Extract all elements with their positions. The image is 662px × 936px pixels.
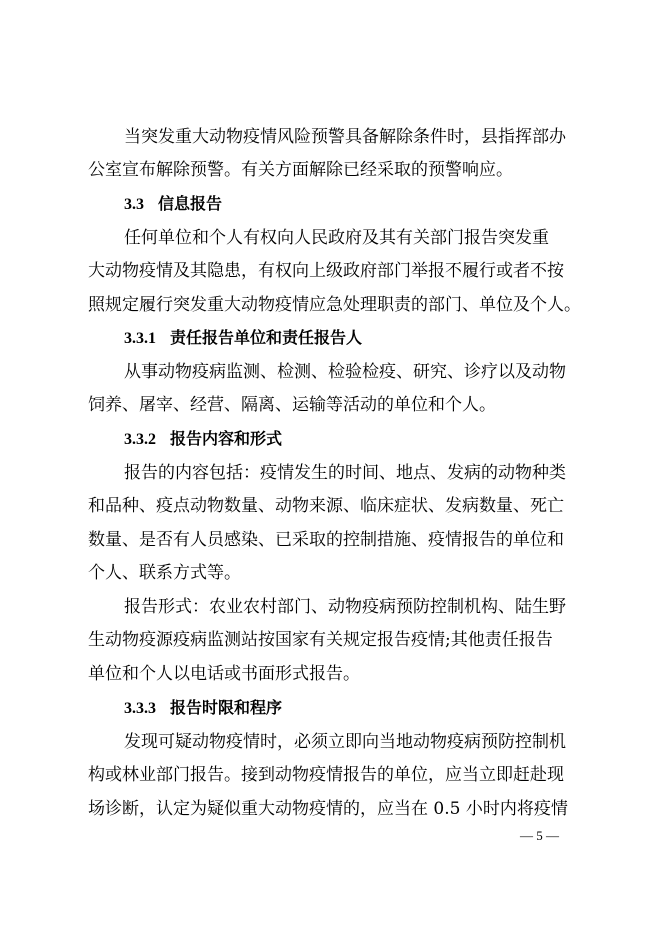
paragraph-line: 场诊断，认定为疑似重大动物疫情的，应当在 0.5 小时内将疫情 xyxy=(88,799,568,819)
paragraph-line: 任何单位和个人有权向人民政府及其有关部门报告突发重 xyxy=(124,228,549,248)
section-heading-3-3-2 xyxy=(124,428,624,451)
section-title: 责任报告单位和责任报告人 xyxy=(170,328,363,347)
paragraph-line: 单位和个人以电话或书面形式报告。 xyxy=(88,664,360,684)
paragraph-line: 个人、联系方式等。 xyxy=(88,563,241,583)
paragraph-line: 报告形式：农业农村部门、动物疫病预防控制机构、陆生野 xyxy=(124,597,566,617)
section-heading-3-3 xyxy=(124,193,624,216)
paragraph-line: 生动物疫源疫病监测站按国家有关规定报告疫情;其他责任报告 xyxy=(88,630,553,650)
paragraph-line: 和品种、疫点动物数量、动物来源、临床症状、发病数量、死亡 xyxy=(88,496,564,516)
section-number: 3.3.2 xyxy=(124,431,156,448)
paragraph-line: 构或林业部门报告。接到动物疫情报告的单位，应当立即赶赴现 xyxy=(88,765,564,785)
section-title: 报告内容和形式 xyxy=(170,429,283,448)
section-number: 3.3.3 xyxy=(124,700,156,717)
section-title: 报告时限和程序 xyxy=(170,698,283,717)
section-heading-3-3-1 xyxy=(124,327,624,350)
paragraph-line: 报告的内容包括：疫情发生的时间、地点、发病的动物种类 xyxy=(124,463,566,483)
paragraph-line: 公室宣布解除预警。有关方面解除已经采取的预警响应。 xyxy=(88,160,513,180)
section-number: 3.3 xyxy=(124,196,144,213)
page-number: — 5 — xyxy=(520,828,559,843)
paragraph-line: 从事动物疫病监测、检测、检验检疫、研究、诊疗以及动物 xyxy=(124,362,566,382)
paragraph-line: 大动物疫情及其隐患，有权向上级政府部门举报不履行或者不按 xyxy=(88,261,564,281)
paragraph-line: 当突发重大动物疫情风险预警具备解除条件时，县指挥部办 xyxy=(124,127,566,147)
section-number: 3.3.1 xyxy=(124,330,156,347)
section-heading-3-3-3 xyxy=(124,697,624,720)
paragraph-line: 饲养、屠宰、经营、隔离、运输等活动的单位和个人。 xyxy=(88,395,496,415)
paragraph-line: 照规定履行突发重大动物疫情应急处理职责的部门、单位及个人。 xyxy=(88,295,581,315)
section-title: 信息报告 xyxy=(158,194,223,213)
paragraph-line: 数量、是否有人员感染、已采取的控制措施、疫情报告的单位和 xyxy=(88,530,564,550)
paragraph-line: 发现可疑动物疫情时，必须立即向当地动物疫病预防控制机 xyxy=(124,732,566,752)
